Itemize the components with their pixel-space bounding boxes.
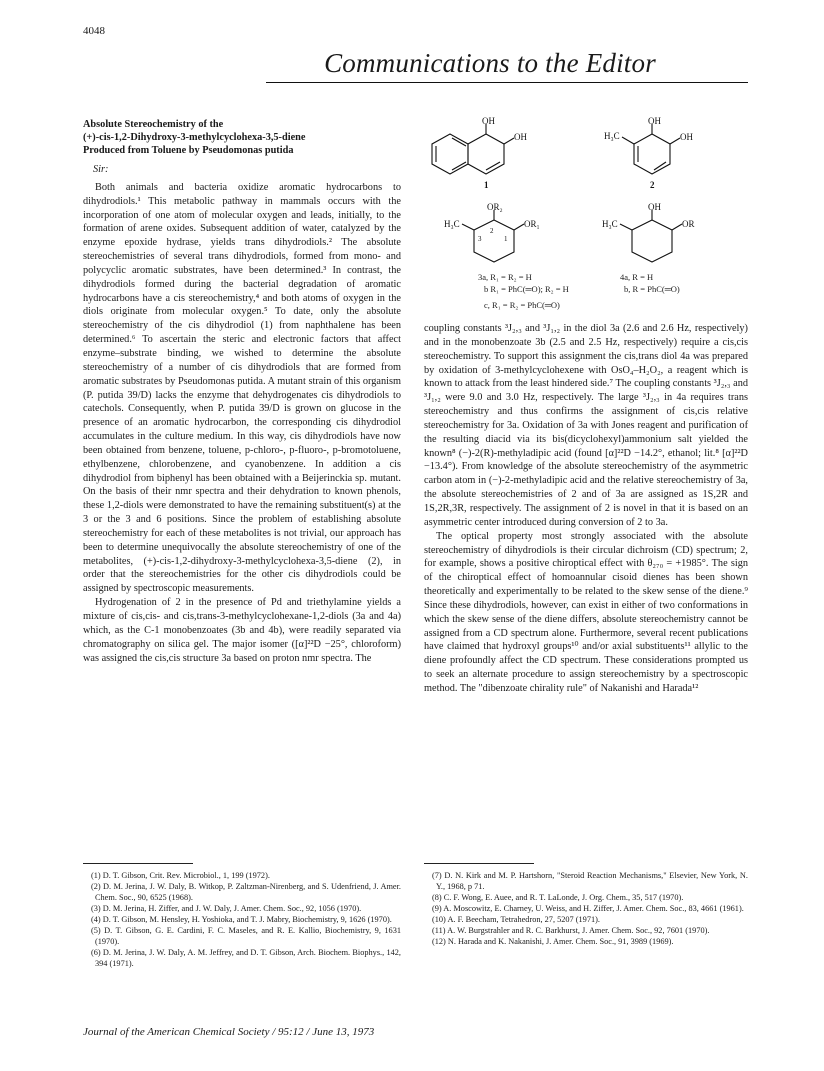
caption-4b: b, R = PhC(═O) <box>624 284 680 294</box>
oh-label: OH <box>514 132 527 142</box>
oh-label: OH <box>680 132 693 142</box>
chemical-structures <box>424 112 748 317</box>
section-rule <box>266 82 748 83</box>
footnote: (1) D. T. Gibson, Crit. Rev. Microbiol., 1, 199 (1972). <box>91 871 270 880</box>
footnote: (9) A. Moscowitz, E. Charney, U. Weiss, and H. Ziffer, J. Amer. Chem. Soc., 83, 4661 (1961). <box>432 904 744 913</box>
h3c-label: H₃C <box>602 219 618 229</box>
journal-footer: Journal of the American Chemical Society / 95:12 / June 13, 1973 <box>83 1026 375 1038</box>
compound-1-structure <box>432 124 514 174</box>
structures-figure <box>424 112 748 317</box>
compound-1-label: 1 <box>484 180 489 190</box>
caption-4a: 4a, R = H <box>620 272 654 282</box>
footnote: (3) D. M. Jerina, H. Ziffer, and J. W. Daly, J. Amer. Chem. Soc., 92, 1056 (1970). <box>91 904 362 913</box>
footnote: (2) D. M. Jerina, J. W. Daly, B. Witkop, P. Zaltzman-Nirenberg, and S. Udenfriend, J. Amer. Chem. Soc., 90, 6525 (1968). <box>91 882 401 902</box>
or1-label: OR₁ <box>524 219 540 229</box>
footnote: (10) A. F. Beecham, Tetrahedron, 27, 5207 (1971). <box>432 915 600 924</box>
caption-3a: 3a, R₁ = R₂ = H <box>478 272 532 282</box>
footnote: (4) D. T. Gibson, M. Hensley, H. Yoshioka, and T. J. Mabry, Biochemistry, 9, 1626 (1970). <box>91 915 392 924</box>
footnote-rule <box>424 863 534 864</box>
body-paragraph: Hydrogenation of 2 in the presence of Pd and triethylamine yields a mixture of cis,cis- and cis,trans-3-methylcyclohexane-1,2-diols (3a and 4a) which, as the C-1 monobenzoates (3b and 4b), were readily separated via chromatography on silica gel. The major isomer ([α]²²D −25°, chloroform) was assigned the cis,cis structure 3a based on proton nmr spectra. The <box>83 597 401 664</box>
footnote: (6) D. M. Jerina, J. W. Daly, A. M. Jeffrey, and D. T. Gibson, Arch. Biochem. Biophys., 142, 394 (1971). <box>91 948 401 968</box>
body-paragraph: Both animals and bacteria oxidize aromatic hydrocarbons to dihydrodiols.¹ This metabolic pathway in mammals occurs with the incorporation of one atom of molecular oxygen and leads, initially, to the formation of arene oxides. Subsequent addition of water, catalyzed by the enzyme epoxide hydrase, yields trans dihydrodiols.² The absolute stereochemistries of several trans dihydrodiols, formed from mono- and polycyclic aromatic substrates, have been determined.³ In contrast, the dihydrodiols formed during the bacterial degradation of aromatic hydrocarbons have a cis stereochemistry,⁴ and both atoms of oxygen in the diols originate from molecular oxygen.⁵ To date, only the absolute stereochemistry of the cis dihydrodiol (1) from naphthalene has been determined.⁶ To ascertain the steric and electronic factors that affect enzyme–substrate binding, we wished to determine the absolute stereochemistry of a number of cis dihydrodiols that are formed from aromatic substrates by Pseudomonas putida. A mutant strain of this organism (P. putida 39/D) lacks the enzyme that dehydrogenates cis dihydrodiols to catechols. Consequently, when P. putida 39/D is grown on glucose in the presence of an aromatic hydrocarbon, the corresponding cis dihydrodiol accumulates in the culture medium. In this way, cis dihydrodiols have now been obtained from benzene, toluene, p-chloro-, p-fluoro-, p-bromotoluene, ethylbenzene, chlorobenzene, and cyanobenzene. In addition a cis dihydrodiol from biphenyl has been obtained with a Beijerinckia sp. mutant. On the basis of their nmr spectra and their dehydration to known phenols, these 1,2-diols were demonstrated to have the remaining substituent(s) at the 3 or the 3 and 6 positions. Since the problem of establishing absolute stereochemistry for each of these metabolites is not trivial, our approach has been to determine unequivocally the absolute stereochemistry of one of the metabolites, (+)-cis-1,2-dihydroxy-3-methylcyclohexa-3,5-diene (2), in order that the stereochemistries for the other cis dihydrodiols could be assigned by spectroscopic measurements. <box>83 181 401 595</box>
right-column <box>424 322 748 696</box>
footnote: (11) A. W. Burgstrahler and R. C. Barkhurst, J. Amer. Chem. Soc., 92, 7601 (1970). <box>432 926 710 935</box>
footnotes-right <box>424 870 748 947</box>
compound-3-structure <box>462 210 524 262</box>
or2-label: OR₂ <box>487 202 503 212</box>
compound-2-structure <box>622 124 680 174</box>
salutation: Sir: <box>93 164 109 175</box>
footnote: (7) D. N. Kirk and M. P. Hartshorn, "Steroid Reaction Mechanisms," Elsevier, New York, N. Y., 1968, p 71. <box>432 871 748 891</box>
oh-label: OH <box>648 116 661 126</box>
footnote: (5) D. T. Gibson, G. E. Cardini, F. C. Maseles, and R. E. Kallio, Biochemistry, 9, 1631 (1970). <box>91 926 401 946</box>
body-paragraph: coupling constants ³J₂,₃ and ³J₁,₂ in the diol 3a (2.6 and 2.6 Hz, respectively) and in the monobenzoate 3b (2.5 and 2.5 Hz, respectively) require a cis,cis stereochemistry. To support this assignment the cis,trans diol 4a was prepared by oxidation of 3-methylcyclohexene with OsO₄–H₂O₂, a reagent which is known to attack from the least hindered side.⁷ The coupling constants ³J₂,₃ and ³J₁,₂ were 9.0 and 3.0 Hz, respectively. The large ³J₂,₃ in 4a requires trans stereochemistry and thus confirms the assignment of cis,cis relative stereochemistry for 3a. Oxidation of 3a with Jones reagent and purification of the resulting diacid via its bis(dicyclohexyl)ammonium salt yielded the known⁸ (−)-2(R)-methyladipic acid (found [α]²²D −14.2°, ethanol; lit.⁸ [α]²²D −13.4°). From knowledge of the absolute stereochemistry of the asymmetric carbon atom in (−)-2-methyladipic acid and the relative stereochemistry of 3a, the absolute stereochemistries of 2 and of 3a are assigned as 1S,2R and 1S,2R,3R, respectively. The assignment of 2 is novel in that it is based on an asymmetric center introduced during conversion of 2 to 3a. <box>424 323 748 528</box>
article-title-line: (+)-cis-1,2-Dihydroxy-3-methylcyclohexa-3,5-diene <box>83 132 306 143</box>
footnote: (12) N. Harada and K. Nakanishi, J. Amer. Chem. Soc., 91, 3989 (1969). <box>432 937 674 946</box>
article-title-line: Absolute Stereochemistry of the <box>83 119 224 130</box>
caption-3c: c, R₁ = R₂ = PhC(═O) <box>484 300 560 310</box>
footnote-rule <box>83 863 193 864</box>
compound-4-structure <box>620 210 682 262</box>
page-number: 4048 <box>83 25 105 37</box>
left-column <box>83 118 401 665</box>
footnotes-left <box>83 870 401 969</box>
body-paragraph: The optical property most strongly associated with the absolute stereochemistry of dihydrodiols is their circular dichroism (CD) spectrum; 2, for example, shows a positive chiroptical effect with θ₂₇₀ = +1985°. The sign of the chiroptical effect of homoannular cisoid dienes has been shown theoretically and experimentally to be related to the skew sense of the diene.⁹ Since these dihydrodiols, however, can exist in either of two conformations in which the skew sense of the diene differs, absolute stereochemistry cannot be assigned from a CD spectrum alone. Furthermore, several recent publications have claimed that hydroxyl groups¹⁰ and/or axial substituents¹¹ allylic to the diene profoundly affect the CD spectrum. These considerations prompted us to seek an alternate procedure to assign stereochemistry by a spectroscopic method. The "dibenzoate chirality rule" of Nakanishi and Harada¹² <box>424 530 748 694</box>
compound-2-label: 2 <box>650 180 655 190</box>
article-title-line: Produced from Toluene by Pseudomonas putida <box>83 145 294 156</box>
ring-number: 3 <box>478 235 482 243</box>
h3c-label: H₃C <box>604 131 620 141</box>
oh-label: OH <box>648 202 661 212</box>
section-title: Communications to the Editor <box>324 48 656 78</box>
ring-number: 1 <box>504 235 508 243</box>
caption-3b: b R₁ = PhC(═O); R₂ = H <box>484 284 569 294</box>
or-label: OR <box>682 219 695 229</box>
footnote: (8) C. F. Wong, E. Auee, and R. T. LaLonde, J. Org. Chem., 35, 517 (1970). <box>432 893 684 902</box>
article-title <box>83 118 401 157</box>
oh-label: OH <box>482 116 495 126</box>
ring-number: 2 <box>490 227 494 235</box>
h3c-label: H₃C <box>444 219 460 229</box>
